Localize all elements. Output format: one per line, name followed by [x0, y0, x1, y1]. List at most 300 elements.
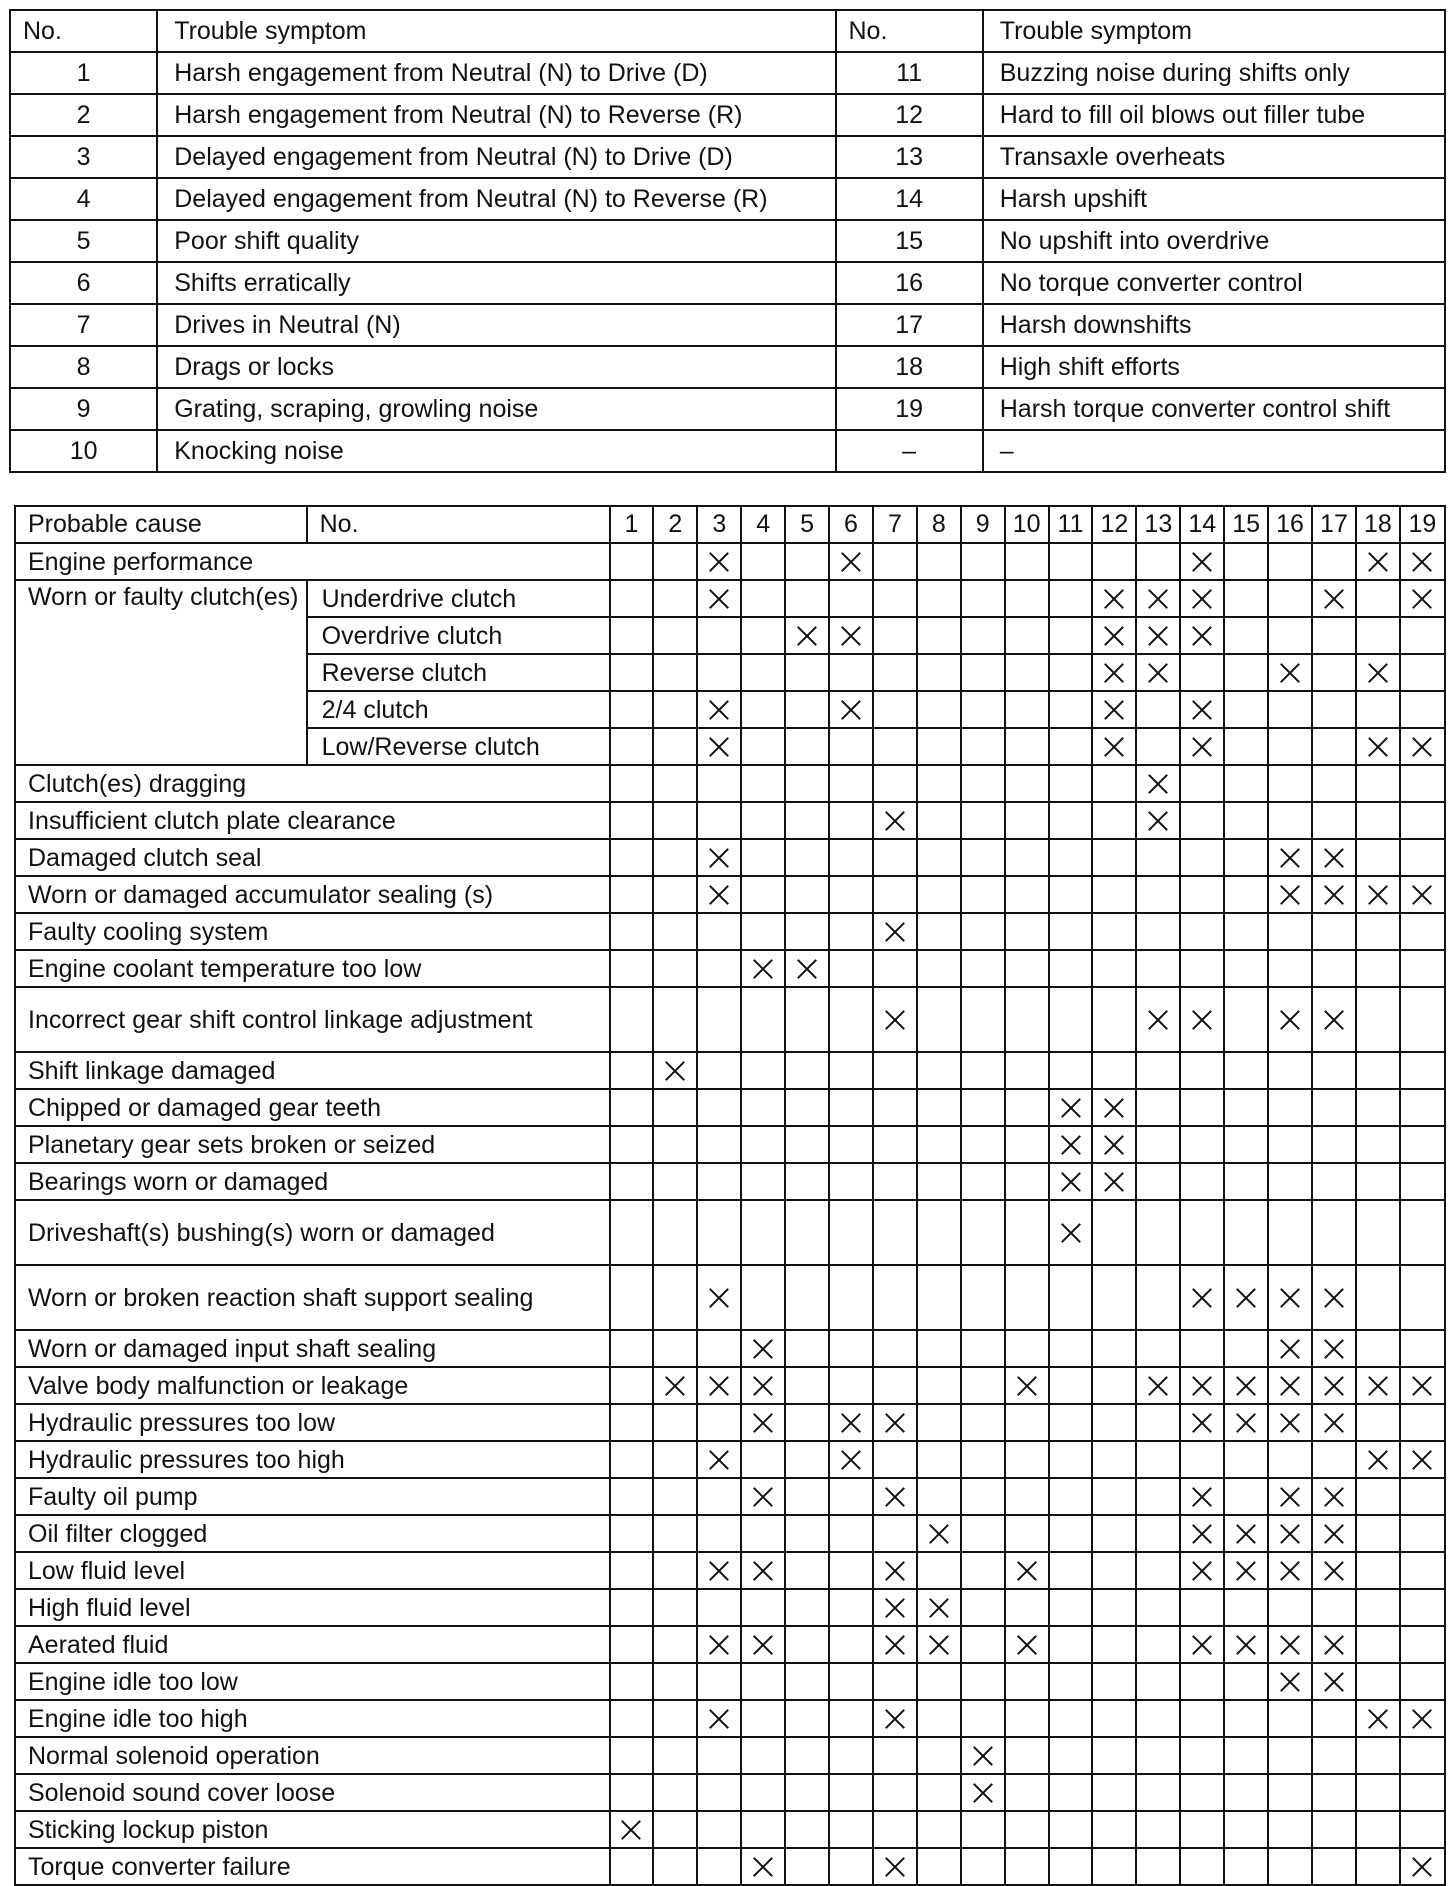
symptom-cell — [1400, 1774, 1445, 1811]
symptom-cell — [697, 1404, 741, 1441]
column-number: 14 — [1180, 506, 1224, 543]
symptom-cell — [917, 728, 961, 765]
symptom-cell — [917, 950, 961, 987]
symptom-cell — [610, 1515, 654, 1552]
cause-label: Shift linkage damaged — [15, 1052, 610, 1089]
symptom-cell — [1136, 876, 1180, 913]
symptom-cell — [741, 691, 785, 728]
symptom-cell — [829, 1626, 873, 1663]
symptom-cell — [741, 580, 785, 617]
symptom-cell — [1356, 987, 1400, 1052]
symptom-cell — [697, 839, 741, 876]
symptom-cell — [1005, 1478, 1049, 1515]
symptom-cell — [961, 1552, 1005, 1589]
symptom-cell — [697, 1126, 741, 1163]
symptom-cell — [917, 1626, 961, 1663]
symptom-cell — [873, 1126, 917, 1163]
symptom-cell — [741, 1441, 785, 1478]
symptom-cell — [1224, 1126, 1268, 1163]
symptom-cell — [1092, 1265, 1136, 1330]
symptom-cell — [1268, 1265, 1312, 1330]
symptom-cell — [610, 1265, 654, 1330]
symptom-cell — [610, 1200, 654, 1265]
symptom-cell — [1005, 580, 1049, 617]
symptom-cell — [697, 765, 741, 802]
symptom-cell — [1312, 802, 1356, 839]
symptom-cell — [873, 1552, 917, 1589]
symptom-cell — [1136, 1552, 1180, 1589]
symptom-cell — [1356, 1737, 1400, 1774]
cause-label: Sticking lockup piston — [15, 1811, 610, 1848]
x-mark-icon — [1191, 1287, 1213, 1309]
symptom-cell — [610, 728, 654, 765]
symptom-cell — [917, 1737, 961, 1774]
symptom-cell — [1180, 1811, 1224, 1848]
x-mark-icon — [884, 810, 906, 832]
x-mark-icon — [1191, 1412, 1213, 1434]
symptom-cell — [1356, 913, 1400, 950]
symptom-cell — [1136, 1404, 1180, 1441]
symptom-cell — [1092, 1700, 1136, 1737]
cause-label: Faulty cooling system — [15, 913, 610, 950]
symptom-cell — [1180, 1848, 1224, 1885]
x-mark-icon — [1147, 1009, 1169, 1031]
symptom-cell — [1356, 1589, 1400, 1626]
symptom-cell — [741, 1515, 785, 1552]
symptom-cell — [610, 1052, 654, 1089]
symptom-cell — [653, 1700, 697, 1737]
x-mark-icon — [1323, 1375, 1345, 1397]
symptom-cell — [1268, 1700, 1312, 1737]
x-mark-icon — [1103, 662, 1125, 684]
symptom-cell — [741, 1163, 785, 1200]
x-mark-icon — [840, 1412, 862, 1434]
x-mark-icon — [1191, 551, 1213, 573]
symptom-cell — [1312, 1052, 1356, 1089]
x-mark-icon — [928, 1597, 950, 1619]
cause-label: Incorrect gear shift control linkage adjustment — [15, 987, 610, 1052]
cause-label: Bearings worn or damaged — [15, 1163, 610, 1200]
symptom-cell — [1092, 1200, 1136, 1265]
cause-row — [15, 1441, 1445, 1478]
symptom-cell — [1268, 617, 1312, 654]
symptom-cell — [1268, 1478, 1312, 1515]
symptom-cell — [697, 1663, 741, 1700]
cause-row — [15, 913, 1445, 950]
x-mark-icon — [708, 736, 730, 758]
symptom-cell — [1092, 1515, 1136, 1552]
symptom-cell — [1312, 1404, 1356, 1441]
symptom-cell — [829, 1052, 873, 1089]
symptom-cell — [961, 1700, 1005, 1737]
symptom-cell — [1005, 1663, 1049, 1700]
symptom-cell — [785, 1515, 829, 1552]
symptom-cell — [1224, 839, 1268, 876]
symptom-cell — [1049, 728, 1093, 765]
cause-label: High fluid level — [15, 1589, 610, 1626]
symptom-cell — [1049, 1200, 1093, 1265]
symptom-cell — [785, 1330, 829, 1367]
symptom-cell — [1224, 1811, 1268, 1848]
symptom-cell — [1136, 950, 1180, 987]
symptom-cell — [653, 543, 697, 580]
symptom-number: 12 — [836, 94, 983, 136]
symptom-cell — [1224, 1589, 1268, 1626]
symptom-cell — [1049, 1052, 1093, 1089]
symptom-cell — [1312, 580, 1356, 617]
symptom-cell — [1005, 913, 1049, 950]
symptom-cell — [1356, 1441, 1400, 1478]
symptom-cell — [1005, 987, 1049, 1052]
symptom-cell — [610, 802, 654, 839]
symptom-cell — [961, 1052, 1005, 1089]
symptom-cell — [1005, 1515, 1049, 1552]
symptom-cell — [873, 1626, 917, 1663]
symptom-cell — [873, 543, 917, 580]
symptom-cell — [1136, 1589, 1180, 1626]
symptom-cell — [653, 1441, 697, 1478]
symptom-cell — [653, 1848, 697, 1885]
x-mark-icon — [1103, 625, 1125, 647]
symptom-cell — [1224, 1663, 1268, 1700]
symptom-cell — [1312, 1811, 1356, 1848]
symptom-cell — [1180, 580, 1224, 617]
symptom-cell — [785, 1811, 829, 1848]
symptom-cell — [961, 728, 1005, 765]
symptom-cell — [610, 1848, 654, 1885]
symptom-cell — [961, 950, 1005, 987]
symptom-cell — [1136, 728, 1180, 765]
symptom-cell — [1268, 765, 1312, 802]
column-number: 16 — [1268, 506, 1312, 543]
symptom-cell — [829, 1404, 873, 1441]
symptom-cell — [1312, 876, 1356, 913]
symptom-cell — [1092, 1811, 1136, 1848]
x-mark-icon — [1191, 1634, 1213, 1656]
symptom-number: – — [836, 430, 983, 472]
symptom-cell — [1005, 691, 1049, 728]
symptom-cell — [961, 1811, 1005, 1848]
symptom-cell — [1180, 1478, 1224, 1515]
symptom-cell — [1049, 1552, 1093, 1589]
symptom-cell — [1312, 839, 1356, 876]
symptom-cell — [917, 1163, 961, 1200]
symptom-cell — [1005, 1200, 1049, 1265]
symptom-cell — [829, 580, 873, 617]
symptom-cell — [1400, 1848, 1445, 1885]
x-mark-icon — [1147, 810, 1169, 832]
x-mark-icon — [752, 1338, 774, 1360]
x-mark-icon — [708, 1708, 730, 1730]
cause-row — [15, 1163, 1445, 1200]
symptom-cell — [1049, 617, 1093, 654]
x-mark-icon — [1367, 662, 1389, 684]
symptom-cell — [1224, 654, 1268, 691]
symptom-cell — [1312, 1200, 1356, 1265]
symptom-cell — [741, 950, 785, 987]
symptom-cell — [1092, 987, 1136, 1052]
symptom-text: Harsh downshifts — [983, 304, 1445, 346]
symptom-cell — [1268, 543, 1312, 580]
cause-label: Solenoid sound cover loose — [15, 1774, 610, 1811]
symptom-cell — [1400, 1700, 1445, 1737]
symptom-cell — [1224, 1265, 1268, 1330]
x-mark-icon — [1279, 1375, 1301, 1397]
symptom-cell — [1224, 1700, 1268, 1737]
x-mark-icon — [884, 1634, 906, 1656]
x-mark-icon — [1103, 1097, 1125, 1119]
symptom-cell — [1005, 1774, 1049, 1811]
symptom-text: Harsh engagement from Neutral (N) to Reverse (R) — [157, 94, 835, 136]
symptom-cell — [785, 913, 829, 950]
symptom-cell — [653, 987, 697, 1052]
symptom-cell — [697, 1200, 741, 1265]
symptom-cell — [917, 802, 961, 839]
x-mark-icon — [752, 1634, 774, 1656]
symptom-text: Hard to fill oil blows out filler tube — [983, 94, 1445, 136]
symptom-cell — [1312, 1552, 1356, 1589]
symptom-cell — [873, 802, 917, 839]
cause-row — [15, 1515, 1445, 1552]
symptom-cell — [1356, 1163, 1400, 1200]
symptom-cell — [1400, 1626, 1445, 1663]
x-mark-icon — [1191, 1560, 1213, 1582]
symptom-cell — [1400, 1126, 1445, 1163]
symptom-cell — [697, 1441, 741, 1478]
symptom-cell — [1092, 1589, 1136, 1626]
symptom-cell — [1092, 1737, 1136, 1774]
symptom-cell — [785, 728, 829, 765]
symptom-cell — [697, 987, 741, 1052]
symptom-cell — [1224, 913, 1268, 950]
symptom-cell — [1356, 1848, 1400, 1885]
symptom-cell — [1005, 1626, 1049, 1663]
symptom-cell — [697, 580, 741, 617]
x-mark-icon — [1323, 1560, 1345, 1582]
cause-row — [15, 1089, 1445, 1126]
symptom-cell — [873, 913, 917, 950]
x-mark-icon — [1191, 1009, 1213, 1031]
symptom-cell — [1092, 1163, 1136, 1200]
symptom-cell — [1400, 802, 1445, 839]
symptom-text: Knocking noise — [157, 430, 835, 472]
symptom-cell — [1092, 1126, 1136, 1163]
x-mark-icon — [1323, 1412, 1345, 1434]
symptom-cell — [610, 543, 654, 580]
symptom-cell — [1092, 839, 1136, 876]
symptom-text: Delayed engagement from Neutral (N) to Reverse (R) — [157, 178, 835, 220]
symptom-cell — [1092, 1052, 1136, 1089]
symptom-cell — [1005, 839, 1049, 876]
symptom-cell — [1356, 1626, 1400, 1663]
symptom-cell — [1005, 1052, 1049, 1089]
cause-row — [15, 987, 1445, 1052]
symptom-cell — [1356, 617, 1400, 654]
column-number: 4 — [741, 506, 785, 543]
symptom-cell — [610, 1552, 654, 1589]
symptom-cell — [785, 1663, 829, 1700]
symptom-cell — [785, 950, 829, 987]
symptom-cell — [653, 1552, 697, 1589]
symptom-cell — [697, 728, 741, 765]
x-mark-icon — [1279, 1634, 1301, 1656]
symptom-row — [10, 220, 1445, 262]
symptom-cell — [1049, 580, 1093, 617]
symptom-cell — [873, 1737, 917, 1774]
symptom-cell — [1224, 1515, 1268, 1552]
symptom-cell — [653, 1774, 697, 1811]
symptom-cell — [1049, 765, 1093, 802]
x-mark-icon — [1279, 847, 1301, 869]
symptom-cell — [1136, 1737, 1180, 1774]
symptom-cell — [829, 1441, 873, 1478]
symptom-cell — [829, 1552, 873, 1589]
symptom-cell — [610, 654, 654, 691]
symptom-cell — [1005, 1552, 1049, 1589]
symptom-cell — [1180, 1330, 1224, 1367]
x-mark-icon — [708, 1449, 730, 1471]
symptom-cell — [829, 1478, 873, 1515]
symptom-row — [10, 178, 1445, 220]
symptom-cell — [1356, 1052, 1400, 1089]
symptom-cell — [1049, 1126, 1093, 1163]
symptom-cell — [1136, 987, 1180, 1052]
symptom-cell — [1005, 543, 1049, 580]
symptom-text: Buzzing noise during shifts only — [983, 52, 1445, 94]
x-mark-icon — [796, 625, 818, 647]
symptom-cell — [1356, 543, 1400, 580]
symptom-number: 15 — [836, 220, 983, 262]
symptom-cell — [1180, 1441, 1224, 1478]
column-number: 9 — [961, 506, 1005, 543]
symptom-cell — [1136, 1663, 1180, 1700]
x-mark-icon — [884, 1560, 906, 1582]
symptom-cell — [961, 1367, 1005, 1404]
symptom-cell — [829, 1367, 873, 1404]
symptom-cell — [785, 1848, 829, 1885]
symptom-cell — [785, 876, 829, 913]
x-mark-icon — [1103, 736, 1125, 758]
x-mark-icon — [708, 588, 730, 610]
symptom-cell — [1356, 950, 1400, 987]
symptom-cell — [1049, 1589, 1093, 1626]
symptom-cell — [917, 1774, 961, 1811]
cause-row — [15, 1589, 1445, 1626]
symptom-cell — [741, 617, 785, 654]
symptom-cell — [1136, 1052, 1180, 1089]
x-mark-icon — [1411, 1375, 1433, 1397]
symptom-cell — [829, 913, 873, 950]
symptom-cell — [1005, 1700, 1049, 1737]
symptom-cell — [961, 1515, 1005, 1552]
symptom-cell — [1092, 1552, 1136, 1589]
symptom-cell — [785, 1589, 829, 1626]
x-mark-icon — [1323, 1523, 1345, 1545]
symptom-cell — [1136, 913, 1180, 950]
symptom-cell — [785, 1265, 829, 1330]
cause-row — [15, 1626, 1445, 1663]
symptom-cell — [741, 987, 785, 1052]
symptom-cell — [741, 1367, 785, 1404]
symptom-cell — [1136, 691, 1180, 728]
symptom-cell — [741, 802, 785, 839]
x-mark-icon — [1279, 1560, 1301, 1582]
symptom-cell — [1092, 1848, 1136, 1885]
x-mark-icon — [1323, 1634, 1345, 1656]
symptom-cell — [610, 765, 654, 802]
x-mark-icon — [1279, 1412, 1301, 1434]
symptom-cell — [741, 543, 785, 580]
x-mark-icon — [1279, 1338, 1301, 1360]
cause-label: Clutch(es) dragging — [15, 765, 610, 802]
symptom-cell — [697, 876, 741, 913]
cause-label: Low fluid level — [15, 1552, 610, 1589]
x-mark-icon — [1367, 1449, 1389, 1471]
symptom-cell — [873, 1589, 917, 1626]
symptom-cell — [1005, 950, 1049, 987]
symptom-cell — [653, 654, 697, 691]
symptom-cell — [697, 617, 741, 654]
x-mark-icon — [884, 1708, 906, 1730]
symptom-cell — [653, 1126, 697, 1163]
symptom-cell — [829, 1811, 873, 1848]
symptom-cell — [1356, 1404, 1400, 1441]
symptom-cell — [961, 1126, 1005, 1163]
symptom-cell — [1136, 1478, 1180, 1515]
symptom-cell — [829, 765, 873, 802]
symptom-cell — [1224, 617, 1268, 654]
symptom-cell — [1400, 1330, 1445, 1367]
symptom-cell — [610, 580, 654, 617]
symptom-cell — [1049, 802, 1093, 839]
symptom-cell — [1049, 654, 1093, 691]
symptom-cell — [1268, 1811, 1312, 1848]
x-mark-icon — [1191, 625, 1213, 647]
x-mark-icon — [972, 1782, 994, 1804]
symptom-cell — [610, 987, 654, 1052]
symptom-cell — [917, 765, 961, 802]
symptom-cell — [1136, 1089, 1180, 1126]
symptom-cell — [610, 839, 654, 876]
symptom-cell — [1092, 1330, 1136, 1367]
symptom-cell — [1356, 1478, 1400, 1515]
symptom-cell — [1180, 1200, 1224, 1265]
symptom-cell — [1180, 1700, 1224, 1737]
cause-row — [15, 1737, 1445, 1774]
symptom-text: No upshift into overdrive — [983, 220, 1445, 262]
symptom-cell — [1268, 987, 1312, 1052]
x-mark-icon — [1147, 588, 1169, 610]
symptom-cell — [873, 654, 917, 691]
symptom-cell — [1224, 1441, 1268, 1478]
symptom-cell — [653, 802, 697, 839]
x-mark-icon — [1147, 1375, 1169, 1397]
column-number: 2 — [653, 506, 697, 543]
symptom-cell — [1049, 913, 1093, 950]
symptom-cell — [1356, 1811, 1400, 1848]
x-mark-icon — [1323, 1009, 1345, 1031]
symptom-cell — [653, 1811, 697, 1848]
symptom-cell — [653, 913, 697, 950]
x-mark-icon — [884, 921, 906, 943]
symptom-cell — [1400, 1404, 1445, 1441]
symptom-cell — [1312, 1515, 1356, 1552]
symptom-cell — [1049, 950, 1093, 987]
symptom-cell — [961, 1589, 1005, 1626]
symptom-cell — [1049, 1089, 1093, 1126]
cause-label: Torque converter failure — [15, 1848, 610, 1885]
x-mark-icon — [1235, 1375, 1257, 1397]
